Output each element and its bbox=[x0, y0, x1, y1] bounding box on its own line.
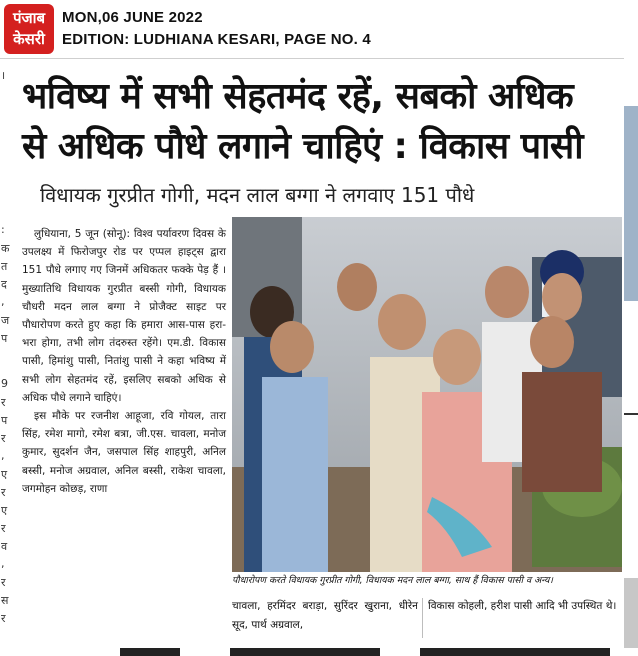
adjacent-column-left: । : क त द , ज प 9 र प र , ए र ए र व , र स र bbox=[1, 69, 10, 625]
article-body-column-2: चावला, हरमिंदर बराड़ा, सुरिंदर खुराना, धीरेन सूद, पार्थ अग्रवाल, bbox=[232, 600, 418, 631]
body-paragraph-1 bbox=[22, 225, 226, 407]
edition-date: MON,06 JUNE 2022 bbox=[62, 9, 203, 26]
article-subheadline: विधायक गुरप्रीत गोगी, मदन लाल बग्गा ने लगवाए 151 पौधे bbox=[40, 183, 475, 207]
next-headline-cropped bbox=[120, 644, 620, 656]
paragraph-2-text: इस मौके पर रजनीश आहूजा, रवि गोयल, तारा सिंह, रमेश मागो, रमेश बत्रा, जी.एस. चावला, मनोज कुमार, सुदर्शन जैन, जसपाल सिंह शाहपुरी, अनिल बस्सी, मनोज अग्रवाल, अनिल बस्सी, राकेश चावला, जगमोहन कोछड़, राणा bbox=[22, 410, 226, 495]
article-body-column-1 bbox=[22, 225, 226, 498]
paragraph-1-text: लुधियाना, 5 जून (सोनू): विश्व पर्यावरण दिवस के उपलक्ष्य में फिरोजपुर रोड पर एप्पल हाइट्स द्वारा 151 पौधे लगाए गए जिनमें अधिकतर फक्के पेड़ हैं । मुख्यातिथि विधायक गुरप्रीत बस्सी गोगी, विधायक चौधरी मदन लाल बग्गा ने प्रोजैक्ट साइट पर पौधारोपण करते हुए कहा कि हमारा आस-पास हरा-भरा होगा, तभी लोग तंदरुस्त रहेंगे। एम.डी. विकास पासी, हिमांशु पासी, नितांशु पासी ने कहा भविष्य में सभी लोग सेहतमंद रहें, इसलिए सबको अधिक से अधिक पौधे लगाने चाहिएं। bbox=[22, 228, 226, 404]
body-paragraph-2 bbox=[22, 407, 226, 498]
adjacent-photo bbox=[624, 106, 638, 301]
logo-line-2: केसरी bbox=[13, 30, 45, 48]
plantation-photo-illustration bbox=[232, 217, 622, 572]
newspaper-logo bbox=[4, 4, 54, 54]
photo-caption: पौधारोपण करते विधायक गुरप्रीत गोगी, विधायक मदन लाल बग्गा, साथ हैं विकास पासी व अन्य। bbox=[232, 575, 553, 586]
headline-line-1: भविष्य में सभी सेहतमंद रहें, सबको अधिक bbox=[22, 76, 574, 117]
column-divider bbox=[422, 598, 423, 638]
adjacent-text-fragment bbox=[624, 413, 638, 455]
article-photo bbox=[232, 217, 622, 572]
headline-line-2: से अधिक पौधे लगाने चाहिएं : विकास पासी bbox=[22, 126, 584, 167]
adjacent-column-right bbox=[624, 58, 638, 656]
page-header bbox=[0, 0, 638, 59]
edition-info: EDITION: LUDHIANA KESARI, PAGE NO. 4 bbox=[62, 31, 371, 48]
edition-meta bbox=[62, 7, 371, 51]
adjacent-photo-2 bbox=[624, 578, 638, 648]
article-headline bbox=[22, 72, 618, 172]
logo-line-1: पंजाब bbox=[12, 9, 46, 27]
article-body-column-3: विकास कोहली, हरीश पासी आदि भी उपस्थित थे। bbox=[428, 600, 617, 612]
